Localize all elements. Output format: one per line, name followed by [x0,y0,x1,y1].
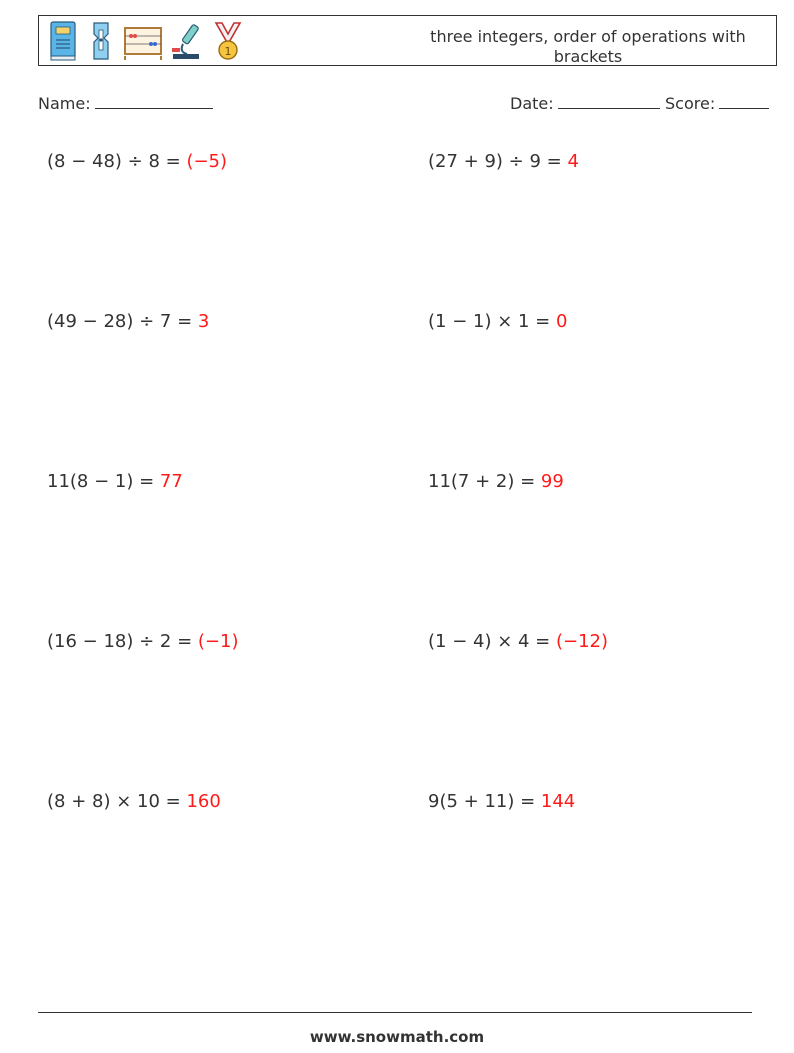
svg-text:1: 1 [224,45,232,58]
header-icons [47,19,245,63]
score-field[interactable] [665,92,769,113]
problem-answer: 3 [197,311,210,332]
microscope-icon [169,20,205,62]
problem-answer: 4 [567,151,579,172]
problem-answer: (−12) [555,631,609,652]
problem-answer: (−1) [197,631,239,652]
problem-9 [47,791,221,812]
footer-site: www.snowmath.com [309,1028,485,1046]
problem-expression: (1 − 1) × 1 = [428,311,556,332]
problem-answer: 0 [555,311,568,332]
score-label: Score: [665,94,716,113]
name-blank[interactable] [95,92,213,109]
problem-expression: 11(8 − 1) = [47,471,160,492]
worksheet-title: three integers, order of operations with brackets [430,27,746,66]
problem-6 [428,471,564,492]
problem-answer: 77 [159,471,183,492]
score-blank[interactable] [719,92,769,109]
problem-5 [47,471,183,492]
problem-expression: 9(5 + 11) = [428,791,541,812]
problem-7 [47,631,238,652]
problem-answer: 99 [540,471,564,492]
date-blank[interactable] [558,92,660,109]
problem-3 [47,311,209,332]
book-icon [47,20,79,62]
problem-expression: (1 − 4) × 4 = [428,631,556,652]
problem-answer: 144 [540,791,576,812]
problem-1 [47,151,227,172]
problem-expression: (8 + 8) × 10 = [47,791,187,812]
name-field[interactable] [38,92,213,113]
problem-expression: (8 − 48) ÷ 8 = [47,151,187,172]
worksheet-header [38,15,777,66]
problem-2 [428,151,579,172]
date-label: Date: [510,94,554,113]
footer-divider [38,1012,752,1013]
problem-expression: 11(7 + 2) = [428,471,541,492]
problem-answer: (−5) [186,151,228,172]
date-field[interactable] [510,92,660,113]
medal-icon [211,20,245,62]
sharpener-icon [85,20,117,62]
problem-expression: (16 − 18) ÷ 2 = [47,631,198,652]
problem-expression: (49 − 28) ÷ 7 = [47,311,198,332]
problem-10 [428,791,575,812]
problem-expression: (27 + 9) ÷ 9 = [428,151,568,172]
name-label: Name: [38,94,91,113]
problem-8 [428,631,608,652]
problem-answer: 160 [186,791,221,812]
abacus-icon [123,20,163,62]
problem-4 [428,311,567,332]
